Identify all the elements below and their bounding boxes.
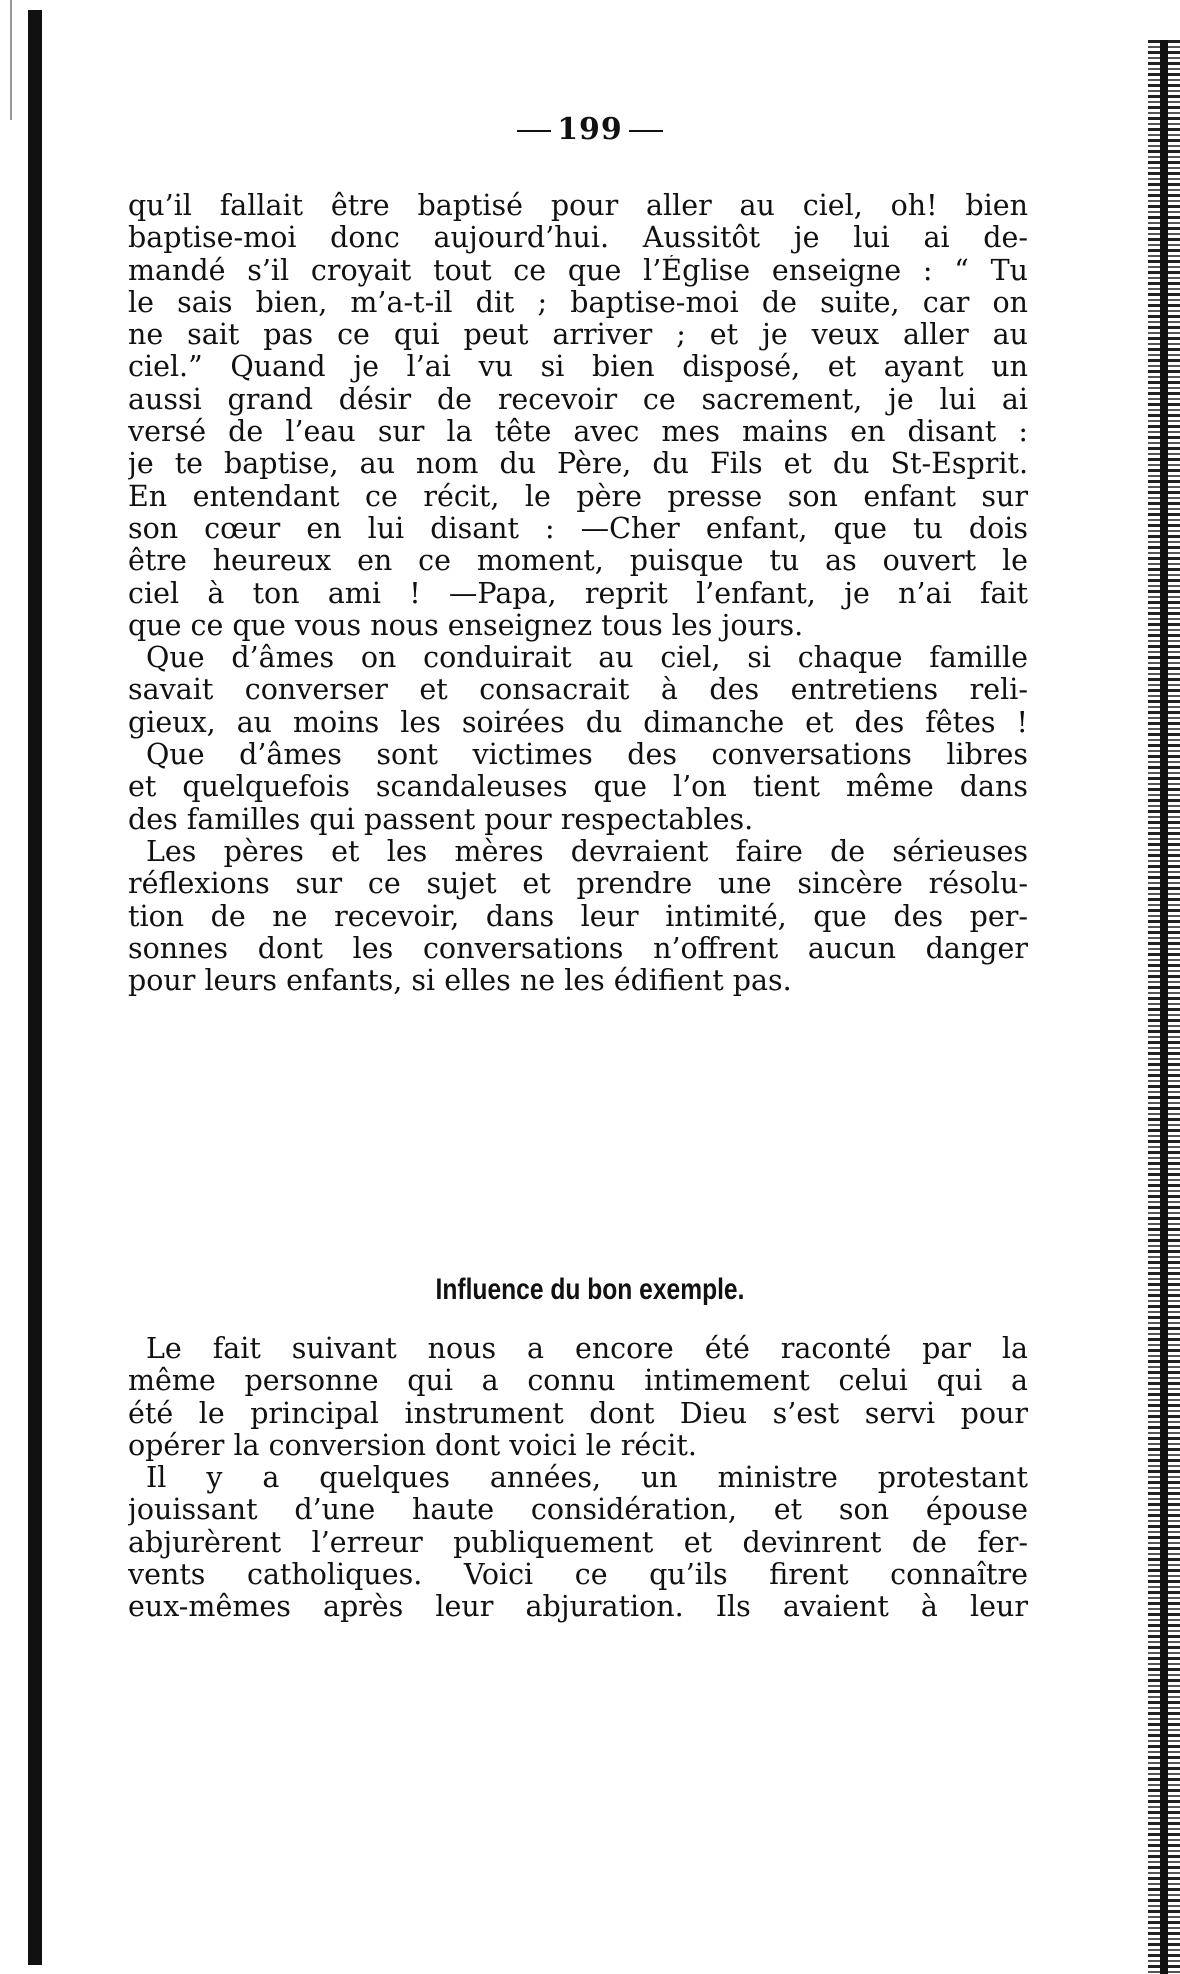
- text-line: abjurèrent l’erreur publiquement et devinrent de fer-: [128, 1526, 1028, 1559]
- text-line: le sais bien, m’a-t-il dit ; baptise-moi de suite, car on: [128, 286, 1028, 319]
- text-line: jouissant d’une haute considération, et son épouse: [128, 1494, 1028, 1527]
- text-line: qu’il fallait être baptisé pour aller au ciel, oh! bien: [128, 190, 1028, 222]
- text-line: être heureux en ce moment, puisque tu as ouvert le: [128, 545, 1028, 578]
- text-line: gieux, au moins les soirées du dimanche et des fêtes !: [128, 706, 1028, 739]
- text-line: même personne qui a connu intimement celui qui a: [128, 1365, 1028, 1398]
- text-line: été le principal instrument dont Dieu s’est servi pour: [128, 1397, 1028, 1430]
- text-line: vents catholiques. Voici ce qu’ils firent connaître: [128, 1559, 1028, 1592]
- text-line: des familles qui passent pour respectables.: [128, 803, 754, 836]
- text-line: aussi grand désir de recevoir ce sacrement, je lui ai: [128, 383, 1028, 416]
- binding-shadow: [28, 10, 42, 1965]
- left-dash: [517, 130, 551, 132]
- binding-hairline: [10, 0, 12, 120]
- text-line: sonnes dont les conversations n’offrent aucun danger: [128, 932, 1028, 965]
- text-line: versé de l’eau sur la tête avec mes mains en disant :: [128, 416, 1028, 449]
- text-line: pour leurs enfants, si elles ne les édifient pas.: [128, 965, 792, 998]
- page-number-header: [0, 112, 1180, 147]
- text-line: son cœur en lui disant : —Cher enfant, que tu dois: [128, 512, 1028, 545]
- text-line: mandé s’il croyait tout ce que l’Église enseigne : “ Tu: [128, 254, 1028, 287]
- text-line: Les pères et les mères devraient faire de sérieuses: [146, 835, 1028, 868]
- text-line: réflexions sur ce sujet et prendre une sincère résolu-: [128, 868, 1028, 901]
- text-line: baptise-moi donc aujourd’hui. Aussitôt je lui ai de-: [128, 222, 1028, 255]
- text-line: ne sait pas ce qui peut arriver ; et je veux aller au: [128, 319, 1028, 352]
- right-dash: [629, 130, 663, 132]
- text-line: Que d’âmes on conduirait au ciel, si chaque famille: [146, 642, 1028, 675]
- text-line: ciel à ton ami ! —Papa, reprit l’enfant, je n’ai fait: [128, 577, 1028, 610]
- text-line: Que d’âmes sont victimes des conversations libres: [146, 739, 1028, 772]
- body-text-second-section: [128, 1333, 1028, 1624]
- text-line: ciel.” Quand je l’ai vu si bien disposé, et ayant un: [128, 351, 1028, 384]
- body-text-first-section: [128, 190, 1028, 997]
- section-heading: Influence du bon exemple.: [435, 1273, 745, 1306]
- text-line: En entendant ce récit, le père presse son enfant sur: [128, 480, 1028, 513]
- text-line: tion de ne recevoir, dans leur intimité, que des per-: [128, 900, 1028, 933]
- text-line: Le fait suivant nous a encore été raconté par la: [146, 1333, 1028, 1365]
- text-line: Il y a quelques années, un ministre protestant: [146, 1462, 1028, 1495]
- text-line: que ce que vous nous enseignez tous les jours.: [128, 609, 804, 642]
- text-line: je te baptise, au nom du Père, du Fils et du St-Esprit.: [128, 448, 1028, 481]
- text-line: savait converser et consacrait à des entretiens reli-: [128, 674, 1028, 707]
- page-number: 199: [557, 112, 623, 147]
- page-edge-border: [1148, 40, 1180, 1974]
- text-line: et quelquefois scandaleuses que l’on tient même dans: [128, 771, 1028, 804]
- text-line: eux-mêmes après leur abjuration. Ils avaient à leur: [128, 1591, 1028, 1624]
- text-line: opérer la conversion dont voici le récit.: [128, 1429, 697, 1462]
